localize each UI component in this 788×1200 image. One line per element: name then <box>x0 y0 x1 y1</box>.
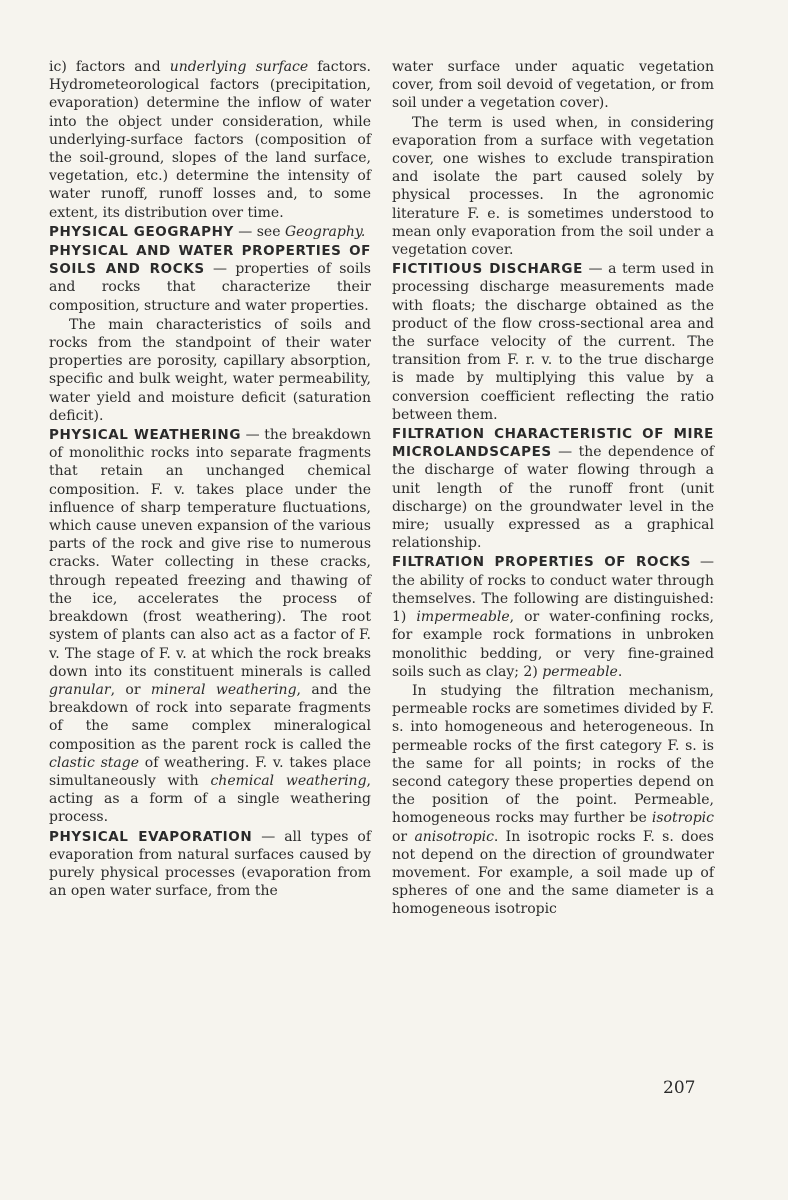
italic-term: isotropic <box>651 810 714 827</box>
text-run: In studying the filtration mechanism, permeable rocks are sometimes divided by F. s. into homogeneous and heterogeneous. In permeable rocks of the first category F. s. is the same for all points; in rocks of the second category these properties depend on the position of the point. Permeable, homogeneous rocks may further be <box>392 682 714 827</box>
text-run: . <box>617 663 623 680</box>
text-run: — a term used in processing discharge measurements made with floats; the discharge obtained as the product of the flow cross-sectional area and the surface velocity of the current. The transition from F. r. v. to the true discharge is made by multiplying this value by a conversion coefficient reflecting the ratio between them. <box>392 261 715 423</box>
italic-term: impermeable <box>416 609 510 626</box>
headword: PHYSICAL WEATHERING <box>49 427 241 444</box>
text-run: ic) factors and <box>49 59 170 75</box>
text-run: , and the breakdown of rock into separate fragments of the same complex mineralogical composition as the parent rock is called the <box>49 681 371 753</box>
entry-paragraph <box>392 682 714 919</box>
text-run: . In isotropic rocks F. s. does not depend on the direction of groundwater movement. For example, a soil made up of spheres of one and the same diameter is a homogeneous isotropic <box>392 828 714 918</box>
entry-filtration-properties <box>392 553 714 680</box>
italic-term: clastic stage <box>49 754 139 771</box>
text-run: , acting as a form of a single weathering process. <box>49 772 371 826</box>
cross-reference-link[interactable]: Geography. <box>284 223 366 240</box>
page-number: 207 <box>663 1078 696 1098</box>
italic-term: granular <box>49 681 111 698</box>
headword: PHYSICAL AND WATER PROPERTIES OF SOILS AND ROCKS <box>49 243 371 278</box>
text-run: factors. Hydrometeorological factors (precipitation, evaporation) determine the inflow of water into the object under consideration, while underlying-surface factors (composition of the soil-ground, slopes of the land surface, vegetation, etc.) determine the intensity of water runoff, runoff losses and, to some extent, its distribution over time. <box>49 59 371 221</box>
text-run: — the ability of rocks to conduct water through themselves. The following are distinguished: 1) <box>392 554 714 626</box>
entry-filtration-characteristic <box>392 425 714 552</box>
italic-term: permeable <box>542 663 618 680</box>
entry-physical-weathering <box>49 426 371 826</box>
continuation-paragraph <box>49 58 371 222</box>
entry-fictitious-discharge <box>392 260 714 424</box>
italic-term: mineral weathering <box>150 681 297 698</box>
right-column <box>392 58 714 919</box>
text-run: of weathering. F. v. takes place simultaneously with <box>49 754 371 789</box>
entry-paragraph: The main characteristics of soils and rocks from the standpoint of their water properties are porosity, capillary absorption, specific and bulk weight, water permeability, water yield and moisture deficit (saturation deficit). <box>49 316 371 424</box>
text-run: or <box>392 828 415 845</box>
entry-physical-water-properties <box>49 242 371 315</box>
headword: FICTITIOUS DISCHARGE <box>392 261 583 278</box>
headword: PHYSICAL EVAPORATION <box>49 828 253 845</box>
text-run: , or water-confining rocks, for example rock formations in unbroken monolithic bedding, or very fine-grained soils such as clay; 2) <box>392 609 714 680</box>
italic-term: chemical weathering <box>210 772 367 789</box>
italic-term: anisotropic <box>414 828 494 845</box>
text-run: — the dependence of the discharge of water flowing through a unit length of the runoff front (unit discharge) on the groundwater level in the mire; usually expressed as a graphical relationship. <box>392 444 714 552</box>
headword: PHYSICAL GEOGRAPHY <box>49 223 234 240</box>
entry-physical-evaporation <box>49 828 371 901</box>
text-run: , or <box>110 681 151 698</box>
text-run: — see <box>233 223 285 240</box>
italic-term: underlying surface <box>169 59 309 75</box>
headword: FILTRATION PROPERTIES OF ROCKS <box>392 554 691 571</box>
headword: FILTRATION CHARACTERISTIC OF MIRE MICROLANDSCAPES <box>392 426 714 461</box>
entry-paragraph: The term is used when, in considering evaporation from a surface with vegetation cover, one wishes to exclude transpiration and isolate the part caused solely by physical processes. In the agronomic literature F. e. is sometimes understood to mean only evaporation from the soil under a vegetation cover. <box>392 114 714 259</box>
entry-physical-geography <box>49 223 371 241</box>
continuation-paragraph: water surface under aquatic vegetation cover, from soil devoid of vegetation, or from soil under a vegetation cover). <box>392 59 714 112</box>
left-column <box>49 58 371 900</box>
text-run: — properties of soils and rocks that characterize their composition, structure and water properties. <box>49 261 371 314</box>
text-run: — all types of evaporation from natural surfaces caused by purely physical processes (evaporation from an open water surface, from the <box>49 828 371 900</box>
text-run: — the breakdown of monolithic rocks into separate fragments that retain an unchanged chemical composition. F. v. takes place under the influence of sharp temperature fluctuations, which cause uneven expansion of the various parts of the rock and give rise to numerous cracks. Water collecting in these cracks, through repeated freezing and thawing of the ice, accelerates the process of breakdown (frost weathering). The root system of plants can also act as a factor of F. v. The stage of F. v. at which the rock breaks down into its constituent minerals is called <box>49 427 371 680</box>
